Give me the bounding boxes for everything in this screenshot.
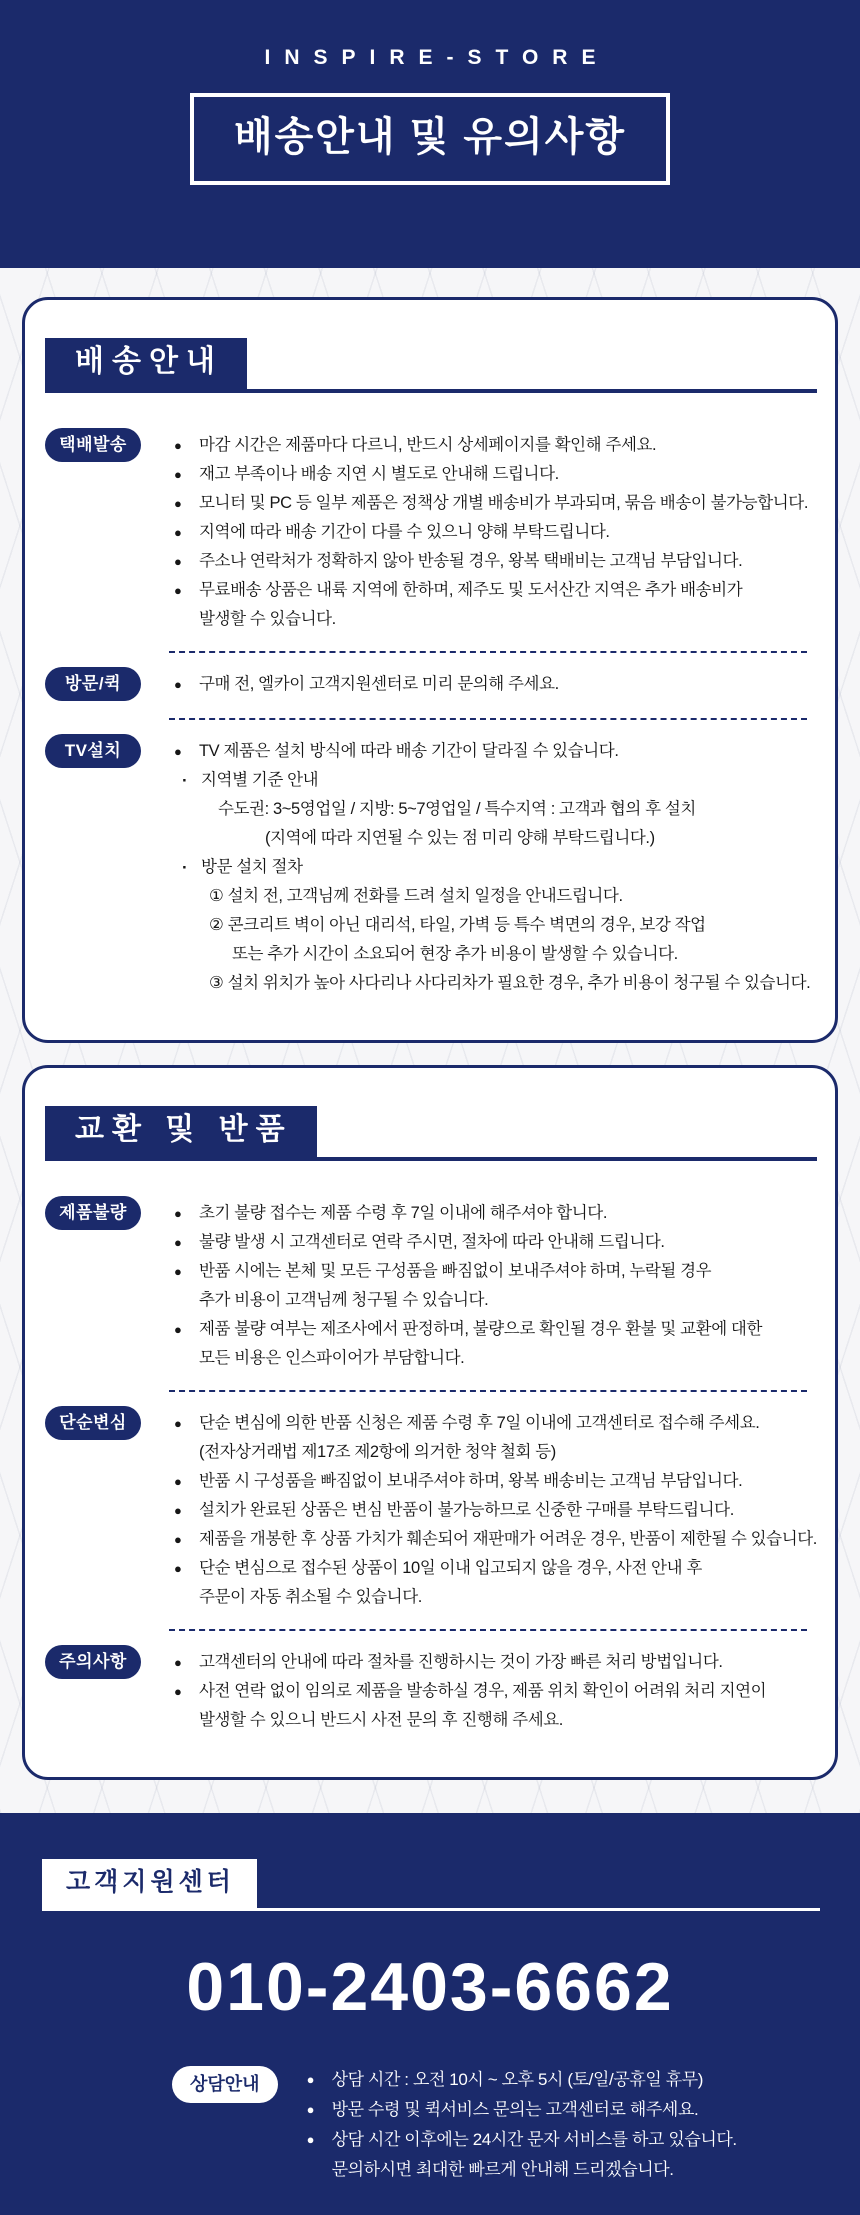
bullet-icon: ●	[174, 1503, 182, 1518]
section-TV설치	[45, 737, 817, 998]
line-text: TV 제품은 설치 방식에 따라 배송 기간이 달라질 수 있습니다.	[199, 742, 619, 760]
dot-icon: ·	[182, 858, 188, 877]
text-line	[173, 853, 817, 882]
footer-support-center	[0, 1813, 860, 2215]
section-lines	[173, 431, 817, 634]
section-label-pill: 방문/퀵	[45, 667, 141, 701]
text-line	[173, 1344, 817, 1373]
text-line	[173, 1199, 817, 1228]
section-label-pill: TV설치	[45, 734, 141, 768]
section-label-column	[45, 1648, 159, 1679]
text-line	[173, 489, 817, 518]
line-text: 무료배송 상품은 내륙 지역에 한하며, 제주도 및 도서산간 지역은 추가 배송비가	[199, 581, 743, 599]
bullet-icon: ●	[174, 1474, 182, 1489]
section-label-pill: 제품불량	[45, 1196, 141, 1230]
line-text: 사전 연락 없이 임의로 제품을 발송하실 경우, 제품 위치 확인이 어려워 처리 지연이	[199, 1682, 767, 1700]
dashed-divider	[169, 1629, 807, 1631]
text-line	[173, 460, 817, 489]
section-label-column	[45, 1199, 159, 1230]
section-label-pill: 주의사항	[45, 1645, 141, 1679]
footer-title: 고객지원센터	[42, 1859, 257, 1908]
text-line	[306, 2065, 737, 2095]
line-text: 지역에 따라 배송 기간이 다를 수 있으니 양해 부탁드립니다.	[199, 523, 610, 541]
text-line	[173, 1438, 817, 1467]
line-text: 제품 불량 여부는 제조사에서 판정하며, 불량으로 확인될 경우 환불 및 교환에 대한	[199, 1320, 762, 1338]
section-lines	[173, 1199, 817, 1373]
section-lines	[173, 1648, 817, 1735]
text-line	[173, 605, 817, 634]
line-text: 불량 발생 시 고객센터로 연락 주시면, 절차에 따라 안내해 드립니다.	[199, 1233, 665, 1251]
text-line	[173, 824, 817, 853]
bullet-icon: ●	[306, 2132, 315, 2147]
bullet-icon: ●	[174, 554, 182, 569]
bullet-icon: ●	[174, 583, 182, 598]
text-line	[173, 431, 817, 460]
text-line	[173, 882, 817, 911]
section-label-column	[45, 670, 159, 701]
line-text: 단순 변심에 의한 반품 신청은 제품 수령 후 7일 이내에 고객센터로 접수해 주세요.	[199, 1414, 760, 1432]
line-text: 추가 비용이 고객님께 청구될 수 있습니다.	[199, 1291, 489, 1309]
text-line	[306, 2155, 737, 2185]
section-label-column	[45, 1409, 159, 1440]
text-line	[173, 547, 817, 576]
text-line	[306, 2125, 737, 2155]
text-line	[173, 1257, 817, 1286]
card-body	[45, 1199, 817, 1735]
dot-icon: ·	[182, 771, 188, 790]
section-주의사항	[45, 1648, 817, 1735]
text-line	[173, 766, 817, 795]
line-text: 또는 추가 시간이 소요되어 현장 추가 비용이 발생할 수 있습니다.	[232, 945, 678, 963]
line-text: 모니터 및 PC 등 일부 제품은 정책상 개별 배송비가 부과되며, 묶음 배송이 불가능합니다.	[199, 494, 809, 512]
line-text: 발생할 수 있습니다.	[199, 610, 336, 628]
bullet-icon: ●	[174, 1532, 182, 1547]
section-lines	[173, 670, 817, 699]
line-text: (전자상거래법 제17조 제2항에 의거한 청약 철회 등)	[199, 1443, 556, 1461]
card-exchange-returns	[22, 1065, 838, 1780]
text-line	[173, 1409, 817, 1438]
consult-info	[172, 2065, 840, 2185]
line-text: 지역별 기준 안내	[201, 771, 319, 789]
text-line	[173, 670, 817, 699]
footer-title-underline	[42, 1859, 820, 1911]
line-text: 단순 변심으로 접수된 상품이 10일 이내 입고되지 않을 경우, 사전 안내 후	[199, 1559, 702, 1577]
text-line	[173, 1706, 817, 1735]
section-label-column	[45, 431, 159, 462]
line-text: 제품을 개봉한 후 상품 가치가 훼손되어 재판매가 어려운 경우, 반품이 제한될 수 있습니다.	[199, 1530, 817, 1548]
text-line	[173, 737, 817, 766]
line-text: 상담 시간 : 오전 10시 ~ 오후 5시 (토/일/공휴일 휴무)	[331, 2070, 704, 2089]
bullet-icon: ●	[306, 2102, 315, 2117]
line-text: 방문 수령 및 퀵서비스 문의는 고객센터로 해주세요.	[331, 2100, 699, 2119]
text-line	[173, 1525, 817, 1554]
text-line	[173, 1583, 817, 1612]
phone-number: 010-2403-6662	[186, 1949, 674, 2025]
section-lines	[173, 1409, 817, 1612]
bullet-icon: ●	[174, 1264, 182, 1279]
section-lines	[173, 737, 817, 998]
section-label-column	[45, 737, 159, 768]
line-text: 고객센터의 안내에 따라 절차를 진행하시는 것이 가장 빠른 처리 방법입니다.	[199, 1653, 723, 1671]
text-line	[173, 1286, 817, 1315]
line-text: 문의하시면 최대한 빠르게 안내해 드리겠습니다.	[331, 2160, 674, 2179]
section-단순변심	[45, 1409, 817, 1612]
text-line	[173, 911, 817, 940]
text-line	[173, 1677, 817, 1706]
text-line	[173, 969, 817, 998]
dashed-divider	[169, 718, 807, 720]
section-label-pill: 택배발송	[45, 428, 141, 462]
line-text: 방문 설치 절차	[201, 858, 303, 876]
text-line	[173, 576, 817, 605]
card-title-underline	[45, 1106, 817, 1161]
line-text: 초기 불량 접수는 제품 수령 후 7일 이내에 해주셔야 합니다.	[199, 1204, 608, 1222]
bullet-icon: ●	[174, 1235, 182, 1250]
bullet-icon: ●	[306, 2072, 315, 2087]
bullet-icon: ●	[174, 744, 182, 759]
bullet-icon: ●	[174, 1206, 182, 1221]
brand-text: INSPIRE-STORE	[264, 46, 610, 69]
consult-label-pill: 상담안내	[172, 2066, 278, 2103]
card-title-shipping: 배송안내	[45, 338, 247, 389]
card-body	[45, 431, 817, 998]
line-text: 주소나 연락처가 정확하지 않아 반송될 경우, 왕복 택배비는 고객님 부담입니다.	[199, 552, 743, 570]
text-line	[173, 1496, 817, 1525]
dashed-divider	[169, 1390, 807, 1392]
bullet-icon: ●	[174, 1655, 182, 1670]
bullet-icon: ●	[174, 438, 182, 453]
section-제품불량	[45, 1199, 817, 1373]
line-text: (지역에 따라 지연될 수 있는 점 미리 양해 부탁드립니다.)	[265, 829, 655, 847]
text-line	[173, 1648, 817, 1677]
text-line	[173, 1554, 817, 1583]
line-text: 반품 시에는 본체 및 모든 구성품을 빠짐없이 보내주셔야 하며, 누락될 경우	[199, 1262, 712, 1280]
text-line	[173, 1315, 817, 1344]
text-line	[173, 1467, 817, 1496]
section-label-pill: 단순변심	[45, 1406, 141, 1440]
bullet-icon: ●	[174, 525, 182, 540]
bullet-icon: ●	[174, 496, 182, 511]
dashed-divider	[169, 651, 807, 653]
text-line	[173, 518, 817, 547]
text-line	[173, 795, 817, 824]
text-line	[173, 940, 817, 969]
line-text: 설치가 완료된 상품은 변심 반품이 불가능하므로 신중한 구매를 부탁드립니다.	[199, 1501, 734, 1519]
card-title-returns: 교환 및 반품	[45, 1106, 317, 1157]
line-text: 마감 시간은 제품마다 다르니, 반드시 상세페이지를 확인해 주세요.	[199, 436, 657, 454]
line-text: 발생할 수 있으니 반드시 사전 문의 후 진행해 주세요.	[199, 1711, 563, 1729]
card-title-underline	[45, 338, 817, 393]
bullet-icon: ●	[174, 1561, 182, 1576]
line-text: ③ 설치 위치가 높아 사다리나 사다리차가 필요한 경우, 추가 비용이 청구될 수 있습니다.	[209, 974, 811, 992]
line-text: 구매 전, 엘카이 고객지원센터로 미리 문의해 주세요.	[199, 675, 559, 693]
hero-header	[0, 0, 860, 268]
line-text: 모든 비용은 인스파이어가 부담합니다.	[199, 1349, 465, 1367]
section-방문/퀵	[45, 670, 817, 701]
section-택배발송	[45, 431, 817, 634]
bullet-icon: ●	[174, 467, 182, 482]
bullet-icon: ●	[174, 1416, 182, 1431]
line-text: 주문이 자동 취소될 수 있습니다.	[199, 1588, 422, 1606]
text-line	[173, 1228, 817, 1257]
line-text: 수도권: 3~5영업일 / 지방: 5~7영업일 / 특수지역 : 고객과 협의 후 설치	[218, 800, 696, 818]
page-title-box	[190, 93, 670, 185]
content-area	[0, 268, 860, 1813]
bullet-icon: ●	[174, 1322, 182, 1337]
bullet-icon: ●	[174, 677, 182, 692]
text-line	[306, 2095, 737, 2125]
line-text: ② 콘크리트 벽이 아닌 대리석, 타일, 가벽 등 특수 벽면의 경우, 보강 작업	[209, 916, 706, 934]
line-text: 재고 부족이나 배송 지연 시 별도로 안내해 드립니다.	[199, 465, 559, 483]
line-text: 상담 시간 이후에는 24시간 문자 서비스를 하고 있습니다.	[331, 2130, 737, 2149]
card-shipping-guide	[22, 297, 838, 1043]
line-text: ① 설치 전, 고객님께 전화를 드려 설치 일정을 안내드립니다.	[209, 887, 623, 905]
bullet-icon: ●	[174, 1684, 182, 1699]
line-text: 반품 시 구성품을 빠짐없이 보내주셔야 하며, 왕복 배송비는 고객님 부담입니다.	[199, 1472, 743, 1490]
page-title: 배송안내 및 유의사항	[234, 115, 626, 159]
consult-lines	[306, 2065, 737, 2185]
